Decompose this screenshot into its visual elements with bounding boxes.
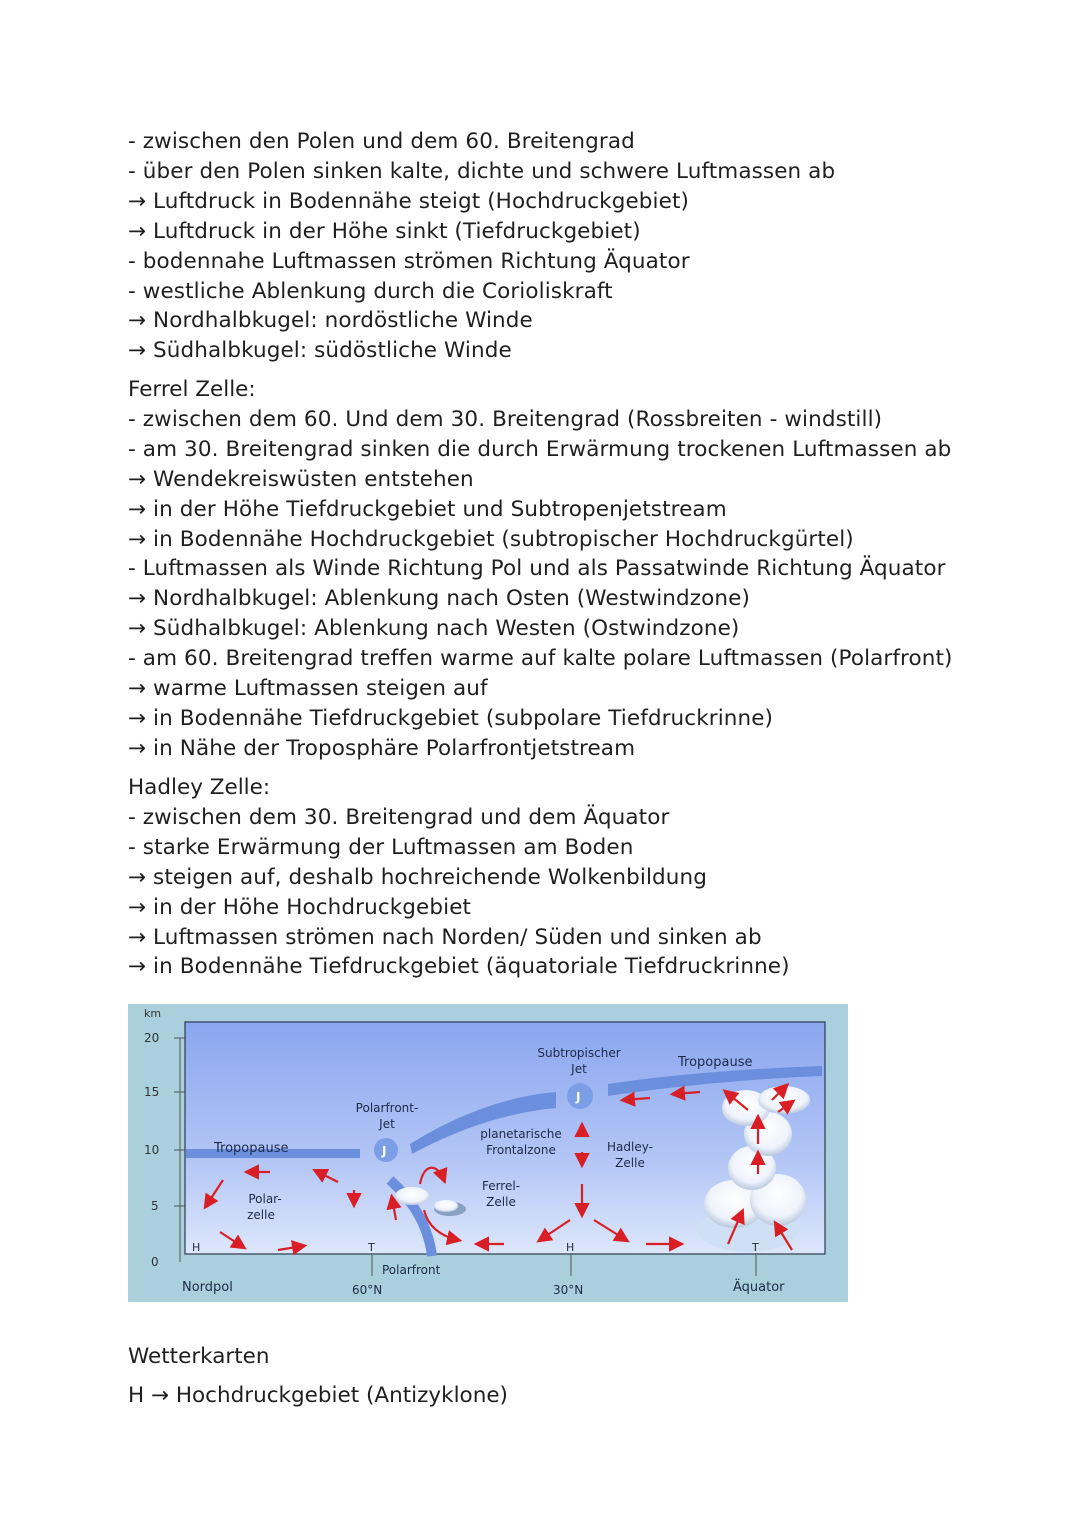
polar-cell-label: Polar- xyxy=(248,1192,282,1206)
ferrel-cell-section xyxy=(128,375,988,764)
text-line: → in Nähe der Troposphäre Polarfrontjetstream xyxy=(128,735,636,761)
latitude-30-label: 30°N xyxy=(553,1283,584,1297)
text-line: - am 30. Breitengrad sinken die durch Erwärmung trockenen Luftmassen ab xyxy=(128,436,952,462)
subtropical-jet-label: Subtropischer xyxy=(537,1046,621,1060)
text-line: → Luftdruck in der Höhe sinkt (Tiefdruckgebiet) xyxy=(128,218,641,244)
high-pressure-label: H xyxy=(566,1241,575,1254)
ferrel-cell-label: Ferrel- xyxy=(481,1179,521,1193)
hadley-cell-label: Zelle xyxy=(615,1156,645,1170)
subtropical-jet-label: Jet xyxy=(571,1062,587,1076)
y-tick-label: 10 xyxy=(144,1143,160,1157)
text-line: - über den Polen sinken kalte, dichte und schwere Luftmassen ab xyxy=(128,158,836,184)
text-line: → Wendekreiswüsten entstehen xyxy=(128,466,474,492)
hadley-cell-label: Hadley- xyxy=(607,1140,653,1154)
polar-cell-section xyxy=(128,127,988,366)
text-line: - zwischen dem 60. Und dem 30. Breitengrad (Rossbreiten - windstill) xyxy=(128,406,883,432)
frontal-zone-label: Frontalzone xyxy=(486,1143,556,1157)
text-line: → in Bodennähe Hochdruckgebiet (subtropischer Hochdruckgürtel) xyxy=(128,526,854,552)
text-line: → in Bodennähe Tiefdruckgebiet (äquatoriale Tiefdruckrinne) xyxy=(128,954,790,980)
circulation-diagram xyxy=(128,1004,848,1302)
high-pressure-label: H xyxy=(192,1241,201,1254)
low-pressure-label: T xyxy=(368,1241,375,1254)
latitude-60-label: 60°N xyxy=(352,1283,383,1297)
ferrel-cell-label: Zelle xyxy=(486,1195,516,1209)
y-tick-label: 5 xyxy=(151,1199,159,1213)
axis-unit-label: km xyxy=(144,1007,162,1020)
text-line: → in der Höhe Tiefdruckgebiet und Subtropenjetstream xyxy=(128,496,727,522)
y-tick-label: 0 xyxy=(151,1255,159,1269)
text-line: → Luftmassen strömen nach Norden/ Süden und sinken ab xyxy=(128,924,762,950)
text-line: - westliche Ablenkung durch die Corioliskraft xyxy=(128,278,613,304)
tropopause-label: Tropopause xyxy=(678,1055,753,1070)
text-line: - Luftmassen als Winde Richtung Pol und als Passatwinde Richtung Äquator xyxy=(128,556,946,582)
text-line: - bodennahe Luftmassen strömen Richtung Äquator xyxy=(128,248,690,274)
text-line: - am 60. Breitengrad treffen warme auf kalte polare Luftmassen (Polarfront) xyxy=(128,646,953,672)
polar-front-jet-label: Polarfront- xyxy=(355,1101,419,1115)
polar-cell-label: zelle xyxy=(247,1208,275,1222)
weather-maps-line: H → Hochdruckgebiet (Antizyklone) xyxy=(128,1383,508,1408)
text-line: → Luftdruck in Bodennähe steigt (Hochdruckgebiet) xyxy=(128,188,689,214)
y-tick-label: 20 xyxy=(144,1031,160,1045)
text-line: - zwischen den Polen und dem 60. Breitengrad xyxy=(128,129,635,154)
text-line: → in Bodennähe Tiefdruckgebiet (subpolare Tiefdruckrinne) xyxy=(128,705,774,731)
polarfront-label: Polarfront xyxy=(382,1263,441,1277)
low-pressure-label: T xyxy=(752,1241,759,1254)
text-line: → Südhalbkugel: südöstliche Winde xyxy=(128,338,512,364)
section-heading: Hadley Zelle: xyxy=(128,775,271,800)
y-tick-label: 15 xyxy=(144,1085,160,1099)
text-line: → warme Luftmassen steigen auf xyxy=(128,676,488,702)
text-line: → Nordhalbkugel: nordöstliche Winde xyxy=(128,308,533,334)
text-line: → Südhalbkugel: Ablenkung nach Westen (Ostwindzone) xyxy=(128,616,740,642)
text-line: → Nordhalbkugel: Ablenkung nach Osten (Westwindzone) xyxy=(128,586,750,612)
section-heading: Ferrel Zelle: xyxy=(128,377,256,402)
text-line: → in der Höhe Hochdruckgebiet xyxy=(128,894,472,920)
jet-letter: J xyxy=(382,1144,387,1158)
polar-front-jet-label: Jet xyxy=(379,1117,395,1131)
tropopause-label: Tropopause xyxy=(214,1141,289,1156)
text-line: - zwischen dem 30. Breitengrad und dem Äquator xyxy=(128,804,670,830)
text-line: → steigen auf, deshalb hochreichende Wolkenbildung xyxy=(128,864,708,890)
frontal-zone-label: planetarische xyxy=(480,1127,562,1141)
jet-letter: J xyxy=(576,1090,581,1104)
weather-maps-heading: Wetterkarten xyxy=(128,1344,270,1369)
hadley-cell-section xyxy=(128,773,988,982)
north-pole-label: Nordpol xyxy=(182,1280,233,1295)
equator-label: Äquator xyxy=(733,1280,785,1295)
text-line: - starke Erwärmung der Luftmassen am Boden xyxy=(128,834,634,860)
